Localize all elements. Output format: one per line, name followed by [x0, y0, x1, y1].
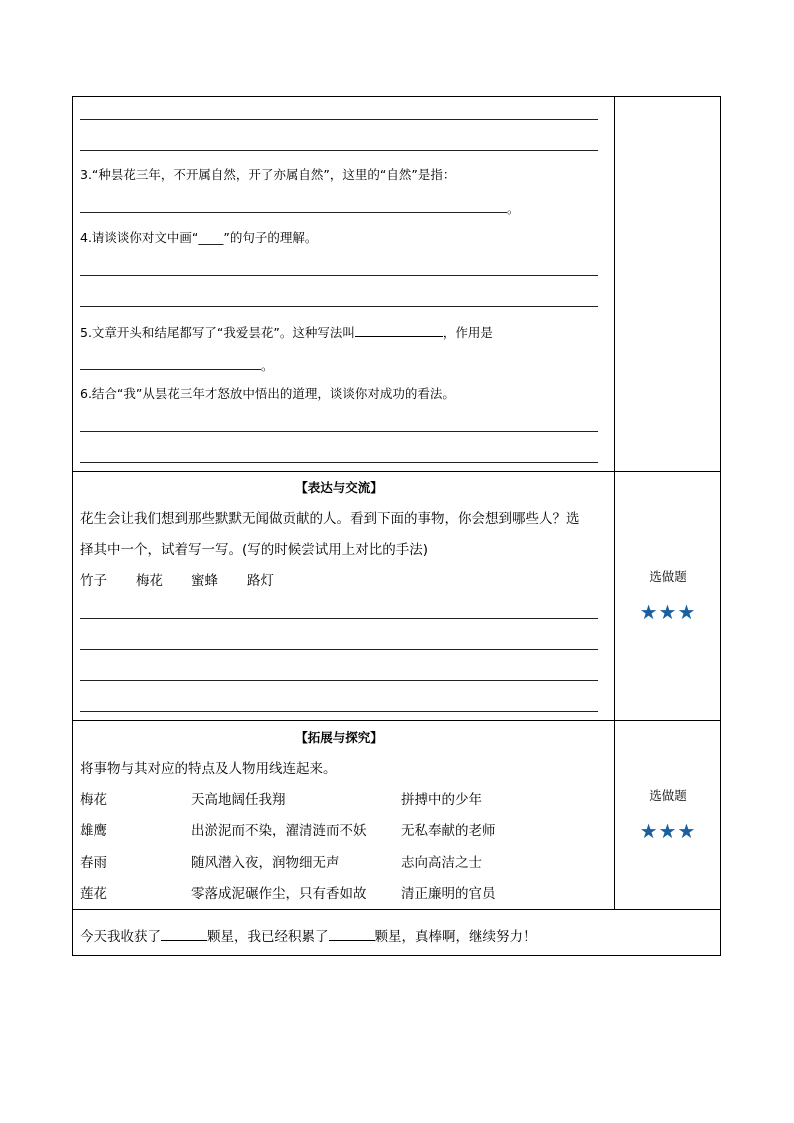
question-6-text: 6.结合“我”从昙花三年才怒放中悟出的道理，谈谈你对成功的看法。 [80, 386, 455, 401]
match-thing[interactable]: 雄鹰 [80, 823, 107, 839]
question-4 [80, 229, 317, 247]
question-3-end: 。 [507, 201, 520, 216]
question-3-text: 3.“种昙花三年，不开属自然，开了亦属自然”，这里的“自然”是指： [80, 167, 456, 182]
answer-line[interactable] [80, 119, 598, 120]
match-feature[interactable]: 天高地阔任我翔 [191, 792, 286, 808]
star-summary-post: 颗星，真棒啊，继续努力！ [374, 929, 537, 945]
match-person[interactable]: 无私奉献的老师 [401, 823, 496, 839]
expression-item: 路灯 [247, 573, 274, 589]
expression-paragraph-line-1: 花生会让我们想到那些默默无闻做贡献的人。看到下面的事物，你会想到哪些人？选 [80, 511, 580, 527]
question-4-post: ”的句子的理解。 [223, 230, 318, 245]
match-thing[interactable]: 春雨 [80, 855, 107, 871]
star-summary-pre: 今天我收获了 [80, 929, 161, 945]
question-6 [80, 385, 455, 403]
expression-item: 竹子 [80, 573, 107, 589]
explore-title: 【拓展与探究】 [295, 730, 383, 745]
answer-line[interactable] [80, 431, 598, 432]
match-feature[interactable]: 出淤泥而不染，濯清涟而不妖 [191, 823, 367, 839]
match-feature[interactable]: 随风潜入夜，润物细无声 [191, 855, 340, 871]
expression-title: 【表达与交流】 [295, 480, 383, 495]
question-5-pre: 5.文章开头和结尾都写了“我爱昙花”。这种写法叫 [80, 325, 355, 340]
writing-line[interactable] [80, 680, 598, 681]
match-thing[interactable]: 梅花 [80, 792, 107, 808]
star-rating: ★★★ [639, 819, 697, 843]
expression-item: 蜜蜂 [191, 573, 218, 589]
question-4-pre: 4.请谈谈你对文中画“ [80, 230, 199, 245]
question-5-mid: ，作用是 [442, 325, 493, 340]
answer-line[interactable] [80, 275, 598, 276]
total-stars-blank[interactable] [329, 926, 375, 941]
answer-line[interactable] [80, 150, 598, 151]
star-rating: ★★★ [639, 600, 697, 624]
match-feature[interactable]: 零落成泥碾作尘，只有香如故 [191, 886, 367, 902]
answer-line[interactable] [80, 462, 598, 463]
match-thing[interactable]: 莲花 [80, 886, 107, 902]
row-divider-1 [72, 471, 721, 472]
match-person[interactable]: 拼搏中的少年 [401, 792, 482, 808]
optional-label: 选做题 [649, 569, 687, 584]
row-divider-3 [72, 909, 721, 910]
match-person[interactable]: 志向高洁之士 [401, 855, 482, 871]
question-5-blank[interactable] [355, 322, 443, 337]
question-5-end: 。 [261, 358, 274, 373]
row-divider-2 [72, 720, 721, 721]
answer-line[interactable] [80, 212, 507, 213]
question-3 [80, 166, 455, 184]
writing-line[interactable] [80, 649, 598, 650]
match-person[interactable]: 清正廉明的官员 [401, 886, 496, 902]
expression-paragraph-line-2: 择其中一个，试着写一写。(写的时候尝试用上对比的手法) [80, 542, 429, 558]
star-summary [80, 926, 537, 946]
optional-label: 选做题 [649, 788, 687, 803]
star-summary-mid: 颗星，我已经积累了 [207, 929, 329, 945]
question-5 [80, 322, 493, 342]
explore-instruction: 将事物与其对应的特点及人物用线连起来。 [80, 761, 337, 777]
expression-item: 梅花 [136, 573, 163, 589]
question-4-blank: ____ [198, 230, 224, 245]
answer-line[interactable] [80, 369, 261, 370]
today-stars-blank[interactable] [161, 926, 207, 941]
writing-line[interactable] [80, 618, 598, 619]
writing-line[interactable] [80, 711, 598, 712]
answer-line[interactable] [80, 306, 598, 307]
